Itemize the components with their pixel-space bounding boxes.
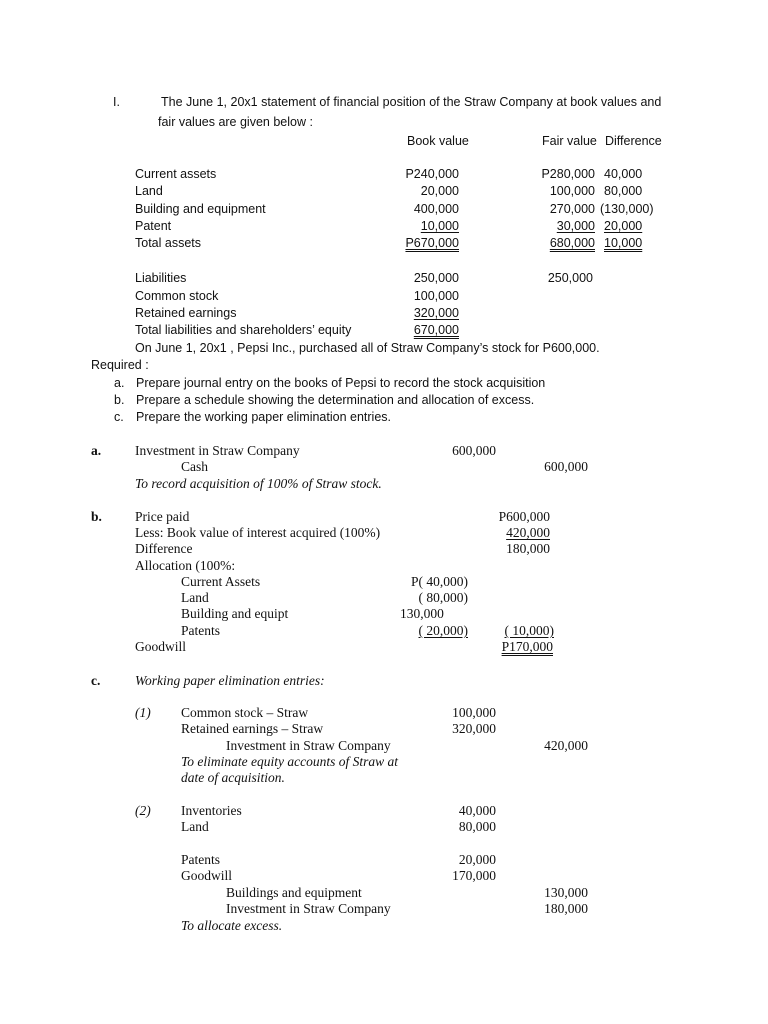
intro-line-1: The June 1, 20x1 statement of financial position of the Straw Company at book values and [161, 95, 662, 109]
journal-credit-amount: 600,000 [544, 459, 588, 474]
allocation-item-value: 130,000 [400, 606, 444, 621]
entry-1-credit-label: Investment in Straw Company [226, 738, 391, 753]
entry-2-debit-label: Goodwill [181, 868, 233, 883]
required-item: Prepare a schedule showing the determination and allocation of excess. [136, 393, 535, 407]
allocation-item-label: Current Assets [181, 574, 261, 589]
problem-number: I. [113, 95, 120, 109]
entry-2-credit-value: 130,000 [544, 885, 588, 900]
asset-fair-value: 30,000 [556, 219, 595, 233]
entry-2-debit-value: 80,000 [458, 819, 496, 834]
allocation-item-value: P( 40,000) [411, 574, 468, 589]
entry-2-debit-value: 170,000 [452, 868, 496, 883]
entry-2-debit-label: Land [181, 819, 209, 834]
required-letter: c. [114, 410, 124, 424]
intro-line-2: fair values are given below : [158, 115, 313, 129]
journal-debit-amount: 600,000 [452, 443, 496, 458]
allocation-total: ( 10,000) [504, 623, 554, 638]
asset-difference: 10,000 [604, 236, 643, 250]
journal-memo: To record acquisition of 100% of Straw stock. [135, 476, 382, 491]
allocation-item-value: ( 80,000) [418, 590, 468, 605]
goodwill-value: P170,000 [501, 639, 553, 654]
required-label: Required : [91, 358, 149, 372]
asset-label: Current assets [135, 167, 217, 181]
asset-label: Patent [135, 219, 172, 233]
asset-book-value: 10,000 [420, 219, 459, 233]
asset-book-value: P670,000 [405, 236, 459, 250]
price-paid-value: P600,000 [498, 509, 550, 524]
entry-1-credit-value: 420,000 [544, 738, 588, 753]
entry-1-debit-label: Common stock – Straw [181, 705, 309, 720]
entry-2-credit-label: Buildings and equipment [226, 885, 362, 900]
asset-label: Land [135, 184, 163, 198]
entry-2-credit-label: Investment in Straw Company [226, 901, 391, 916]
asset-difference: 40,000 [604, 167, 643, 181]
equity-book-value: 250,000 [413, 271, 459, 285]
answer-a-letter: a. [91, 443, 102, 458]
asset-difference: (130,000) [600, 202, 654, 216]
answer-b-letter: b. [91, 509, 102, 524]
asset-fair-value: 100,000 [549, 184, 595, 198]
asset-difference: 80,000 [604, 184, 643, 198]
elimination-heading: Working paper elimination entries: [135, 673, 325, 688]
entry-2-number: (2) [135, 803, 151, 818]
entry-1-memo: To eliminate equity accounts of Straw at [181, 754, 398, 769]
entry-2-debit-value: 20,000 [458, 852, 496, 867]
entry-1-debit-value: 320,000 [452, 721, 496, 736]
entry-1-number: (1) [135, 705, 151, 720]
entry-2-debit-value: 40,000 [458, 803, 496, 818]
journal-credit-account: Cash [181, 459, 208, 474]
asset-book-value: 400,000 [413, 202, 459, 216]
asset-label: Building and equipment [135, 202, 266, 216]
price-paid-label: Price paid [135, 509, 190, 524]
entry-1-debit-label: Retained earnings – Straw [181, 721, 324, 736]
header-difference: Difference [605, 134, 662, 148]
difference-label: Difference [135, 541, 193, 556]
allocation-item-label: Patents [181, 623, 220, 638]
equity-book-value: 100,000 [413, 289, 459, 303]
book-value-label: Less: Book value of interest acquired (100%) [135, 525, 381, 540]
entry-2-debit-label: Patents [181, 852, 220, 867]
allocation-label: Allocation (100%: [135, 558, 236, 573]
acquisition-statement: On June 1, 20x1 , Pepsi Inc., purchased all of Straw Company’s stock for P600,000. [135, 341, 600, 355]
asset-fair-value: P280,000 [541, 167, 595, 181]
entry-2-credit-value: 180,000 [544, 901, 588, 916]
equity-label: Retained earnings [135, 306, 237, 320]
asset-book-value: P240,000 [405, 167, 459, 181]
entry-1-memo: date of acquisition. [181, 770, 285, 785]
goodwill-label: Goodwill [135, 639, 187, 654]
asset-label: Total assets [135, 236, 202, 250]
equity-book-value: 320,000 [413, 306, 459, 320]
book-value-value: 420,000 [506, 525, 550, 540]
difference-value: 180,000 [506, 541, 550, 556]
answer-c-letter: c. [91, 673, 101, 688]
asset-fair-value: 680,000 [549, 236, 595, 250]
allocation-item-label: Building and equipt [181, 606, 289, 621]
required-item: Prepare journal entry on the books of Pepsi to record the stock acquisition [136, 376, 546, 390]
required-letter: b. [114, 393, 125, 407]
entry-2-debit-label: Inventories [181, 803, 242, 818]
equity-label: Liabilities [135, 271, 187, 285]
asset-fair-value: 270,000 [549, 202, 595, 216]
header-fair-value: Fair value [542, 134, 597, 148]
equity-label: Total liabilities and shareholders’ equity [135, 323, 352, 337]
equity-book-value: 670,000 [413, 323, 459, 337]
required-letter: a. [114, 376, 125, 390]
entry-2-memo: To allocate excess. [181, 918, 283, 933]
asset-difference: 20,000 [604, 219, 643, 233]
allocation-item-label: Land [181, 590, 209, 605]
asset-book-value: 20,000 [420, 184, 459, 198]
equity-fair-value: 250,000 [547, 271, 593, 285]
equity-label: Common stock [135, 289, 219, 303]
entry-1-debit-value: 100,000 [452, 705, 496, 720]
allocation-item-value: ( 20,000) [418, 623, 468, 638]
journal-debit-account: Investment in Straw Company [135, 443, 300, 458]
header-book-value: Book value [407, 134, 469, 148]
required-item: Prepare the working paper elimination entries. [136, 410, 391, 424]
